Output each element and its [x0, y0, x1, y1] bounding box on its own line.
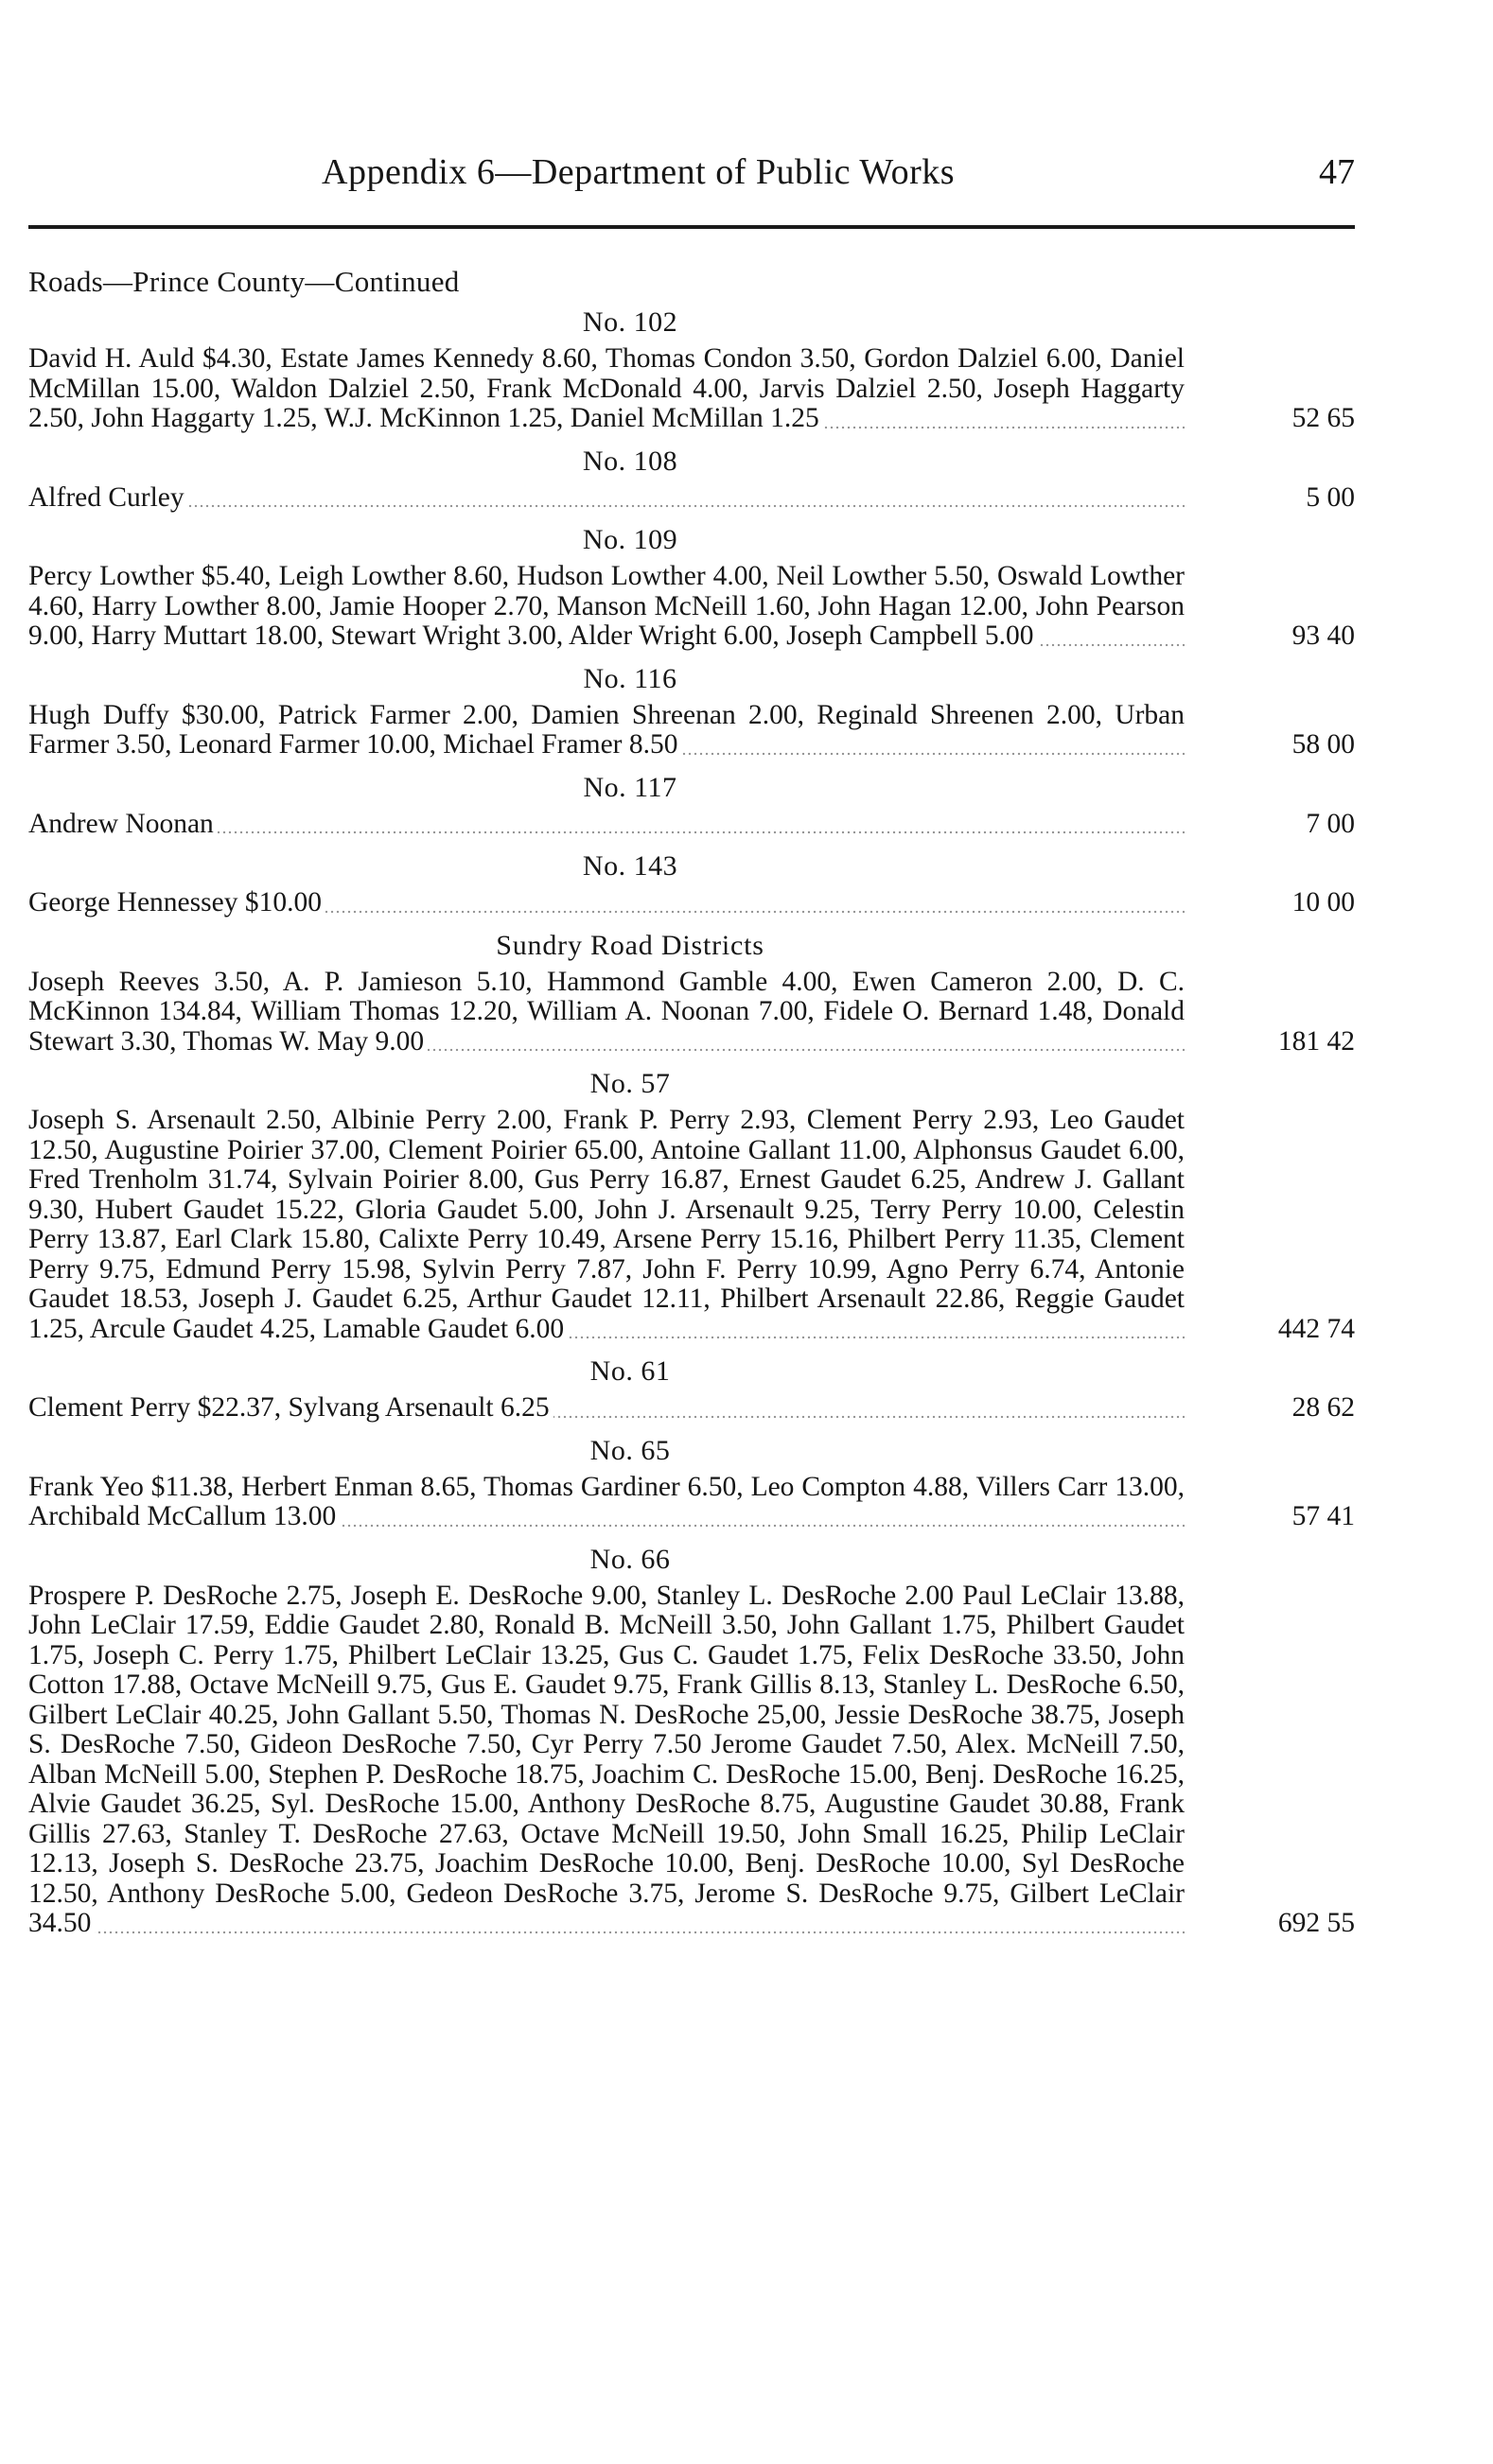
entry-amount: 181 42 — [1277, 1025, 1355, 1057]
district-title: No. 66 — [589, 1543, 671, 1575]
district-title: No. 143 — [582, 850, 678, 882]
entry-text: Clement Perry $22.37, Sylvang Arsenault 6.25 — [28, 1393, 1185, 1424]
district-title: Sundry Road Districts — [496, 929, 764, 961]
district-group — [28, 772, 1355, 840]
payment-entry — [28, 1393, 1355, 1424]
payment-entry — [28, 483, 1355, 514]
district-title: No. 61 — [589, 1355, 671, 1387]
payment-entry — [28, 562, 1355, 652]
page-header — [28, 151, 1355, 199]
payment-entry — [28, 968, 1355, 1057]
entry-text: Alfred Curley — [28, 483, 1185, 514]
entry-amount: 5 00 — [1306, 481, 1355, 513]
payment-entry — [28, 888, 1355, 918]
entry-text: Percy Lowther $5.40, Leigh Lowther 8.60, Hudson Lowther 4.00, Neil Lowther 5.50, Oswald Lowther 4.60, Harry Lowther 8.00, Jamie Hooper 2.70, Manson McNeill 1.60, John Hagan 12.00, John Pearson 9.00, Harry Muttart 18.00, Stewart Wright 3.00, Alder Wright 6.00, Joseph Campbell 5.00 — [28, 561, 1185, 651]
district-title: No. 109 — [582, 524, 678, 555]
district-title: No. 117 — [583, 771, 677, 803]
district-group — [28, 663, 1355, 760]
district-group — [28, 446, 1355, 514]
entry-text: Joseph Reeves 3.50, A. P. Jamieson 5.10, Hammond Gamble 4.00, Ewen Cameron 2.00, D. C. McKinnon 134.84, William Thomas 12.20, William A. Noonan 7.00, Fidele O. Bernard 1.48, Donald Stewart 3.30, Thomas W. May 9.00 — [28, 966, 1185, 1057]
district-group — [28, 1544, 1355, 1939]
district-group — [28, 306, 1355, 434]
payment-entry — [28, 1582, 1355, 1939]
entry-amount: 7 00 — [1306, 808, 1355, 839]
entry-text: Andrew Noonan — [28, 810, 1185, 840]
page-number: 47 — [1319, 152, 1355, 192]
district-group — [28, 930, 1355, 1057]
district-title: No. 57 — [589, 1068, 671, 1099]
entry-amount: 58 00 — [1291, 729, 1355, 760]
payment-entry — [28, 1473, 1355, 1532]
payment-entry — [28, 1106, 1355, 1344]
document-body — [28, 265, 1355, 1950]
section-heading: Roads—Prince County—Continued — [28, 265, 460, 298]
district-group — [28, 1068, 1355, 1344]
district-title: No. 116 — [583, 662, 677, 694]
entry-text: George Hennessey $10.00 — [28, 888, 1185, 918]
entry-text: Hugh Duffy $30.00, Patrick Farmer 2.00, Damien Shreenan 2.00, Reginald Shreenen 2.00, Urban Farmer 3.50, Leonard Farmer 10.00, Michael Framer 8.50 — [28, 699, 1185, 760]
entry-text: David H. Auld $4.30, Estate James Kennedy 8.60, Thomas Condon 3.50, Gordon Dalziel 6.00, Daniel McMillan 15.00, Waldon Dalziel 2.50, Frank McDonald 4.00, Jarvis Dalziel 2.50, Joseph Haggarty 2.50, John Haggarty 1.25, W.J. McKinnon 1.25, Daniel McMillan 1.25 — [28, 343, 1185, 433]
entry-amount: 93 40 — [1291, 620, 1355, 651]
payment-entry — [28, 701, 1355, 760]
entry-amount: 10 00 — [1291, 887, 1355, 917]
entry-amount: 692 55 — [1277, 1908, 1355, 1938]
running-title: Appendix 6—Department of Public Works — [322, 152, 956, 192]
entry-text: Joseph S. Arsenault 2.50, Albinie Perry 2.00, Frank P. Perry 2.93, Clement Perry 2.93, Leo Gaudet 12.50, Augustine Poirier 37.00, Clement Poirier 65.00, Antoine Gallant 11.00, Alphonsus Gaudet 6.00, Fred Trenholm 31.74, Sylvain Poirier 8.00, Gus Perry 16.87, Ernest Gaudet 6.25, Andrew J. Gallant 9.30, Hubert Gaudet 15.22, Gloria Gaudet 5.00, John J. Arsenault 9.25, Terry Perry 10.00, Celestin Perry 13.87, Earl Clark 15.80, Calixte Perry 10.49, Arsene Perry 15.16, Philbert Perry 11.35, Clement Perry 9.75, Edmund Perry 15.98, Sylvin Perry 7.87, John F. Perry 10.99, Agno Perry 6.74, Antonie Gaudet 18.53, Joseph J. Gaudet 6.25, Arthur Gaudet 12.11, Philbert Arsenault 22.86, Reggie Gaudet 1.25, Arcule Gaudet 4.25, Lamable Gaudet 6.00 — [28, 1105, 1185, 1344]
header-rule — [28, 225, 1355, 229]
entry-text: Frank Yeo $11.38, Herbert Enman 8.65, Thomas Gardiner 6.50, Leo Compton 4.88, Villers Carr 13.00, Archibald McCallum 13.00 — [28, 1471, 1185, 1531]
payment-entry — [28, 344, 1355, 434]
entry-amount: 52 65 — [1291, 403, 1355, 433]
entry-amount: 442 74 — [1277, 1313, 1355, 1344]
district-title: No. 102 — [582, 306, 678, 338]
district-title: No. 108 — [582, 445, 678, 477]
district-group — [28, 850, 1355, 918]
district-group — [28, 1435, 1355, 1532]
entry-amount: 28 62 — [1291, 1392, 1355, 1423]
district-group — [28, 524, 1355, 652]
district-group — [28, 1355, 1355, 1424]
payment-entry — [28, 810, 1355, 840]
entry-text: Prospere P. DesRoche 2.75, Joseph E. DesRoche 9.00, Stanley L. DesRoche 2.00 Paul LeClair 13.88, John LeClair 17.59, Eddie Gaudet 2.80, Ronald B. McNeill 3.50, John Gallant 1.75, Philbert Gaudet 1.75, Joseph C. Perry 1.75, Philbert LeClair 13.25, Gus C. Gaudet 1.75, Felix DesRoche 33.50, John Cotton 17.88, Octave McNeill 9.75, Gus E. Gaudet 9.75, Frank Gillis 8.13, Stanley L. DesRoche 6.50, Gilbert LeClair 40.25, John Gallant 5.50, Thomas N. DesRoche 25,00, Jessie DesRoche 38.75, Joseph S. DesRoche 7.50, Gideon DesRoche 7.50, Cyr Perry 7.50 Jerome Gaudet 7.50, Alex. McNeill 7.50, Alban McNeill 5.00, Stephen P. DesRoche 18.75, Joachim C. DesRoche 15.00, Benj. DesRoche 16.25, Alvie Gaudet 36.25, Syl. DesRoche 15.00, Anthony DesRoche 8.75, Augustine Gaudet 30.88, Frank Gillis 27.63, Stanley T. DesRoche 27.63, Octave McNeill 19.50, John Small 16.25, Philip LeClair 12.13, Joseph S. DesRoche 23.75, Joachim DesRoche 10.00, Benj. DesRoche 10.00, Syl DesRoche 12.50, Anthony DesRoche 5.00, Gedeon DesRoche 3.75, Jerome S. DesRoche 9.75, Gilbert LeClair 34.50 — [28, 1580, 1185, 1938]
district-title: No. 65 — [589, 1434, 671, 1466]
entry-amount: 57 41 — [1291, 1501, 1355, 1531]
